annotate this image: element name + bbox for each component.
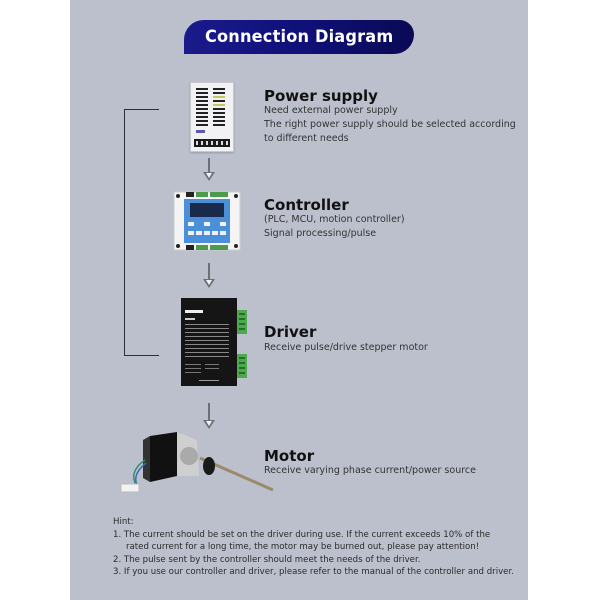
desc-line: Receive pulse/drive stepper motor [264,342,428,353]
page-title: Connection Diagram [204,27,394,47]
driver-icon [181,296,249,388]
desc-line: (PLC, MCU, motion controller) [264,214,405,225]
power-to-driver-connector [124,109,159,356]
desc-line: Need external power supply [264,105,398,116]
arrow-down-icon [203,158,215,182]
hint-section [113,516,514,579]
motor-title: Motor [264,447,315,465]
motor-description [264,464,476,478]
controller-icon [172,188,242,254]
power-supply-title: Power supply [264,87,378,105]
driver-title: Driver [264,323,317,341]
controller-title: Controller [264,196,349,214]
hint-item: 2. The pulse sent by the controller should meet the needs of the driver. [113,554,421,565]
hint-label: Hint: [113,517,134,527]
desc-line: The right power supply should be selected according [264,119,516,130]
motor-icon [115,430,275,500]
hint-item: 1. The current should be set on the driver during use. If the current exceeds 10% of the [113,529,491,540]
power-supply-icon [190,82,234,152]
hint-item-continued: rated current for a long time, the motor may be burned out, please pay attention! [126,542,480,552]
desc-line: to different needs [264,133,349,144]
hint-item: 3. If you use our controller and driver, please refer to the manual of the controller and driver. [113,567,514,577]
arrow-down-icon [203,403,215,431]
title-banner [184,20,414,54]
desc-line: Signal processing/pulse [264,228,377,239]
arrow-down-icon [203,263,215,289]
driver-description [264,341,428,355]
desc-line: Receive varying phase current/power source [264,465,476,476]
controller-description [264,213,405,241]
power-supply-description [264,104,516,146]
